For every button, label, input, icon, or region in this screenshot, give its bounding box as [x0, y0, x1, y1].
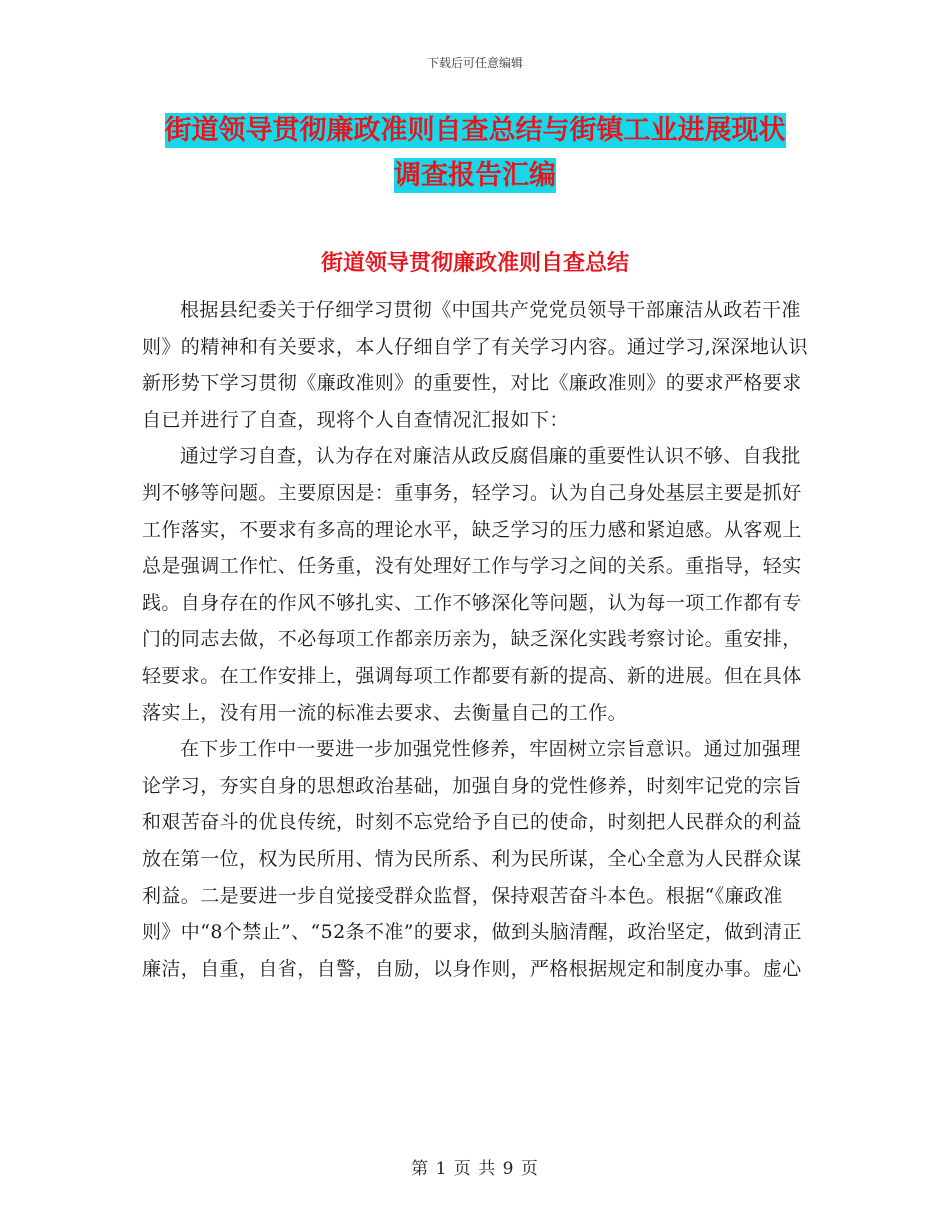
document-title-line-2: 调查报告汇编 [394, 160, 556, 191]
paragraph-2: 通过学习自查，认为存在对廉洁从政反腐倡廉的重要性认识不够、自我批判不够等问题。主要原因是：重事务，轻学习。认为自己身处基层主要是抓好工作落实，不要求有多高的理论水平，缺乏学习的压力感和紧迫感。从客观上总是强调工作忙、任务重，没有处理好工作与学习之间的关系。重指导，轻实践。自身存在的作风不够扎实、工作不够深化等问题，认为每一项工作都有专门的同志去做，不必每项工作都亲历亲为，缺乏深化实践考察讨论。重安排，轻要求。在工作安排上，强调每项工作都要有新的提高、新的进展。但在具体落实上，没有用一流的标准去要求、去衡量自己的工作。 [142, 445, 802, 724]
document-title [140, 108, 810, 198]
document-title-line-1: 街道领导贯彻廉政准则自查总结与街镇工业进展现状 [164, 115, 786, 146]
body-text [142, 292, 810, 987]
section-title: 街道领导贯彻廉政准则自查总结 [320, 251, 629, 276]
header-note: 下载后可任意编辑 [426, 56, 523, 70]
paragraph-1: 根据县纪委关于仔细学习贯彻《中国共产党党员领导干部廉洁从政若干准则》的精神和有关要求，本人仔细自学了有关学习内容。通过学习,深深地认识新形势下学习贯彻《廉政准则》的重要性，对比《廉政准则》的要求严格要求自已并进行了自查，现将个人自查情况汇报如下： [142, 299, 809, 431]
page-footer: 第 1 页 共 9 页 [411, 1159, 539, 1179]
paragraph-3: 在下步工作中一要进一步加强党性修养，牢固树立宗旨意识。通过加强理论学习，夯实自身的思想政治基础，加强自身的党性修养，时刻牢记党的宗旨和艰苦奋斗的优良传统，时刻不忘党给予自已的使命，时刻把人民群众的利益放在第一位，权为民所用、情为民所系、利为民所谋，全心全意为人民群众谋利益。二是要进一步自觉接受群众监督，保持艰苦奋斗本色。根据“《廉政准则》中“8个禁止”、“52条不准”的要求，做到头脑清醒，政治坚定，做到清正廉洁，自重，自省，自警，自励，以身作则，严格根据规定和制度办事。虚心 [142, 738, 802, 980]
